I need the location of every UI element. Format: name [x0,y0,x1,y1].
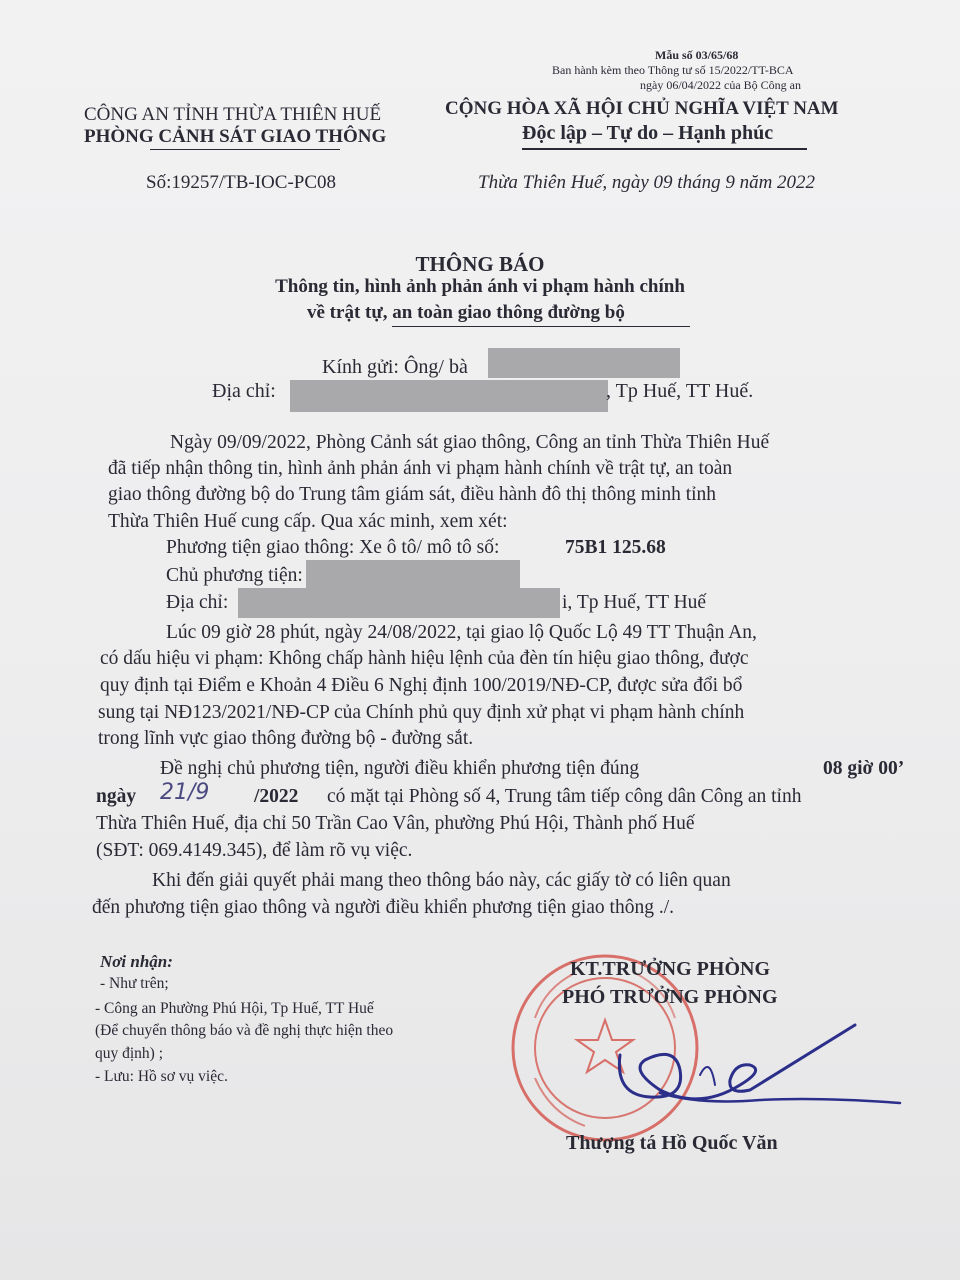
signature-title-2: PHÓ TRƯỞNG PHÒNG [562,986,778,1008]
document-number: Số:19257/TB-IOC-PC08 [146,172,337,193]
address-tail: , Tp Huế, TT Huế. [606,380,754,402]
subtitle-underline [392,326,690,327]
agency-name: CÔNG AN TỈNH THỪA THIÊN HUẾ [84,104,382,125]
appointment-time: 08 giờ 00’ [823,758,905,779]
vehicle-label: Phương tiện giao thông: Xe ô tô/ mô tô số: [166,537,500,558]
body-line: sung tại NĐ123/2021/NĐ-CP của Chính phủ quy định xử phạt vi phạm hành chính [98,702,745,723]
form-issued-by: Ban hành kèm theo Thông tư số 15/2022/TT-BCA [552,63,794,77]
recipient-item: quy định) ; [95,1045,164,1062]
body-line: có mặt tại Phòng số 4, Trung tâm tiếp công dân Công an tỉnh [327,786,802,807]
redacted-owner [306,560,520,590]
signature-title-1: KT.TRƯỞNG PHÒNG [570,958,770,980]
body-line: Đề nghị chủ phương tiện, người điều khiển phương tiện đúng [160,758,640,779]
body-line: trong lĩnh vực giao thông đường bộ - đường sắt. [98,728,474,749]
body-line: quy định tại Điểm e Khoản 4 Điều 6 Nghị định 100/2019/NĐ-CP, được sửa đổi bổ [100,675,743,696]
recipient-item: - Như trên; [100,975,169,992]
place-date: Thừa Thiên Huế, ngày 09 tháng 9 năm 2022 [478,172,816,193]
handwritten-signature-icon [590,1015,910,1125]
department-underline [150,149,340,150]
recipient-item: - Công an Phường Phú Hội, Tp Huế, TT Huế [95,1000,374,1017]
body-line: (SĐT: 069.4149.345), để làm rõ vụ việc. [96,840,413,861]
body-line: Thừa Thiên Huế cung cấp. Qua xác minh, xem xét: [108,511,508,532]
notice-subtitle-1: Thông tin, hình ảnh phản ánh vi phạm hành chính [275,276,685,297]
form-code: Mẫu số 03/65/68 [655,48,739,62]
handwritten-day: 21/9 [160,780,210,805]
owner-label: Chủ phương tiện: [166,565,303,586]
body-line: có dấu hiệu vi phạm: Không chấp hành hiệu lệnh của đèn tín hiệu giao thông, được [100,648,749,669]
redacted-address [290,380,608,412]
nation-motto: Độc lập – Tự do – Hạnh phúc [522,122,774,144]
recipients-title: Nơi nhận: [100,952,173,971]
recipient-item: - Lưu: Hồ sơ vụ việc. [95,1068,228,1085]
department-name: PHÒNG CẢNH SÁT GIAO THÔNG [84,126,387,147]
appointment-day-label: ngày [96,786,137,807]
body-line: giao thông đường bộ do Trung tâm giám sát, điều hành đô thị thông minh tỉnh [108,484,717,505]
motto-underline [522,148,807,150]
redacted-name [488,348,680,378]
body-line: Ngày 09/09/2022, Phòng Cảnh sát giao thông, Công an tỉnh Thừa Thiên Huế [170,432,770,453]
signer-name: Thượng tá Hồ Quốc Văn [566,1132,778,1154]
owner-address-tail: i, Tp Huế, TT Huế [562,592,707,613]
notice-title: THÔNG BÁO [415,252,545,276]
body-line: Khi đến giải quyết phải mang theo thông báo này, các giấy tờ có liên quan [152,870,731,891]
body-line: đến phương tiện giao thông và người điều khiển phương tiện giao thông ./. [92,897,675,918]
appointment-year: /2022 [254,786,299,807]
nation-name: CỘNG HÒA XÃ HỘI CHỦ NGHĨA VIỆT NAM [445,98,839,119]
redacted-owner-address [238,588,560,618]
address-label: Địa chỉ: [212,380,276,402]
body-line: Lúc 09 giờ 28 phút, ngày 24/08/2022, tại giao lộ Quốc Lộ 49 TT Thuận An, [166,622,757,643]
greeting: Kính gửi: Ông/ bà [322,356,468,378]
vehicle-plate: 75B1 125.68 [565,537,666,558]
owner-address-label: Địa chỉ: [166,592,229,613]
body-line: đã tiếp nhận thông tin, hình ảnh phản ánh vi phạm hành chính về trật tự, an toàn [108,458,733,479]
form-issued-date: ngày 06/04/2022 của Bộ Công an [640,78,801,92]
recipient-item: (Để chuyển thông báo và đề nghị thực hiện theo [95,1022,394,1039]
body-line: Thừa Thiên Huế, địa chỉ 50 Trần Cao Vân, phường Phú Hội, Thành phố Huế [96,813,695,834]
notice-subtitle-2: về trật tự, an toàn giao thông đường bộ [307,302,625,323]
